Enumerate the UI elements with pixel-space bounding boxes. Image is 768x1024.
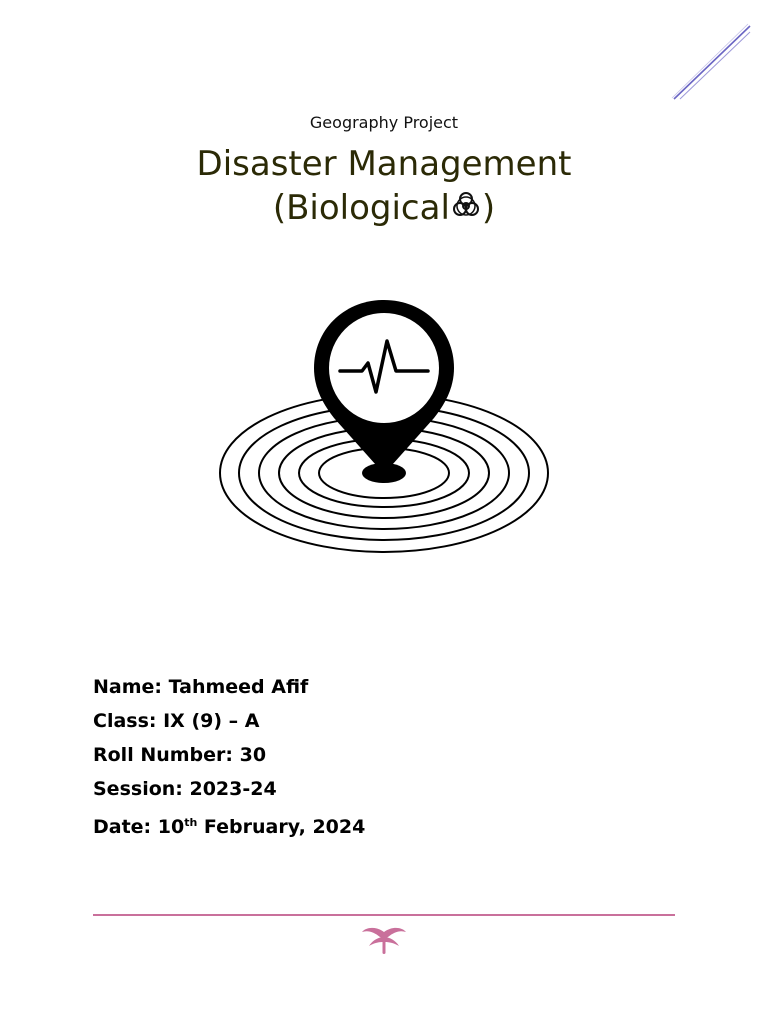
student-details [93,673,365,843]
student-name: Name: Tahmeed Afif [93,676,309,698]
footer-ornament-icon [360,924,408,956]
project-subtitle: Geography Project [309,113,459,132]
student-class: Class: IX (9) – A [93,710,260,732]
date-ordinal: th [184,816,198,829]
title-line-2-prefix: (Biological [272,188,450,228]
date-prefix: Date: 10 [93,816,185,838]
biohazard-icon [450,189,482,221]
map-pin-heartbeat-icon [216,296,552,558]
title-line-1: Disaster Management [196,144,572,184]
footer-divider [93,914,675,916]
submission-date [93,809,365,843]
corner-decoration [670,22,754,102]
document-title [0,142,768,230]
date-suffix: February, 2024 [197,816,366,838]
title-line-2 [0,186,768,230]
title-line-2-suffix: ) [481,188,496,228]
session: Session: 2023-24 [93,778,277,800]
roll-number: Roll Number: 30 [93,744,267,766]
